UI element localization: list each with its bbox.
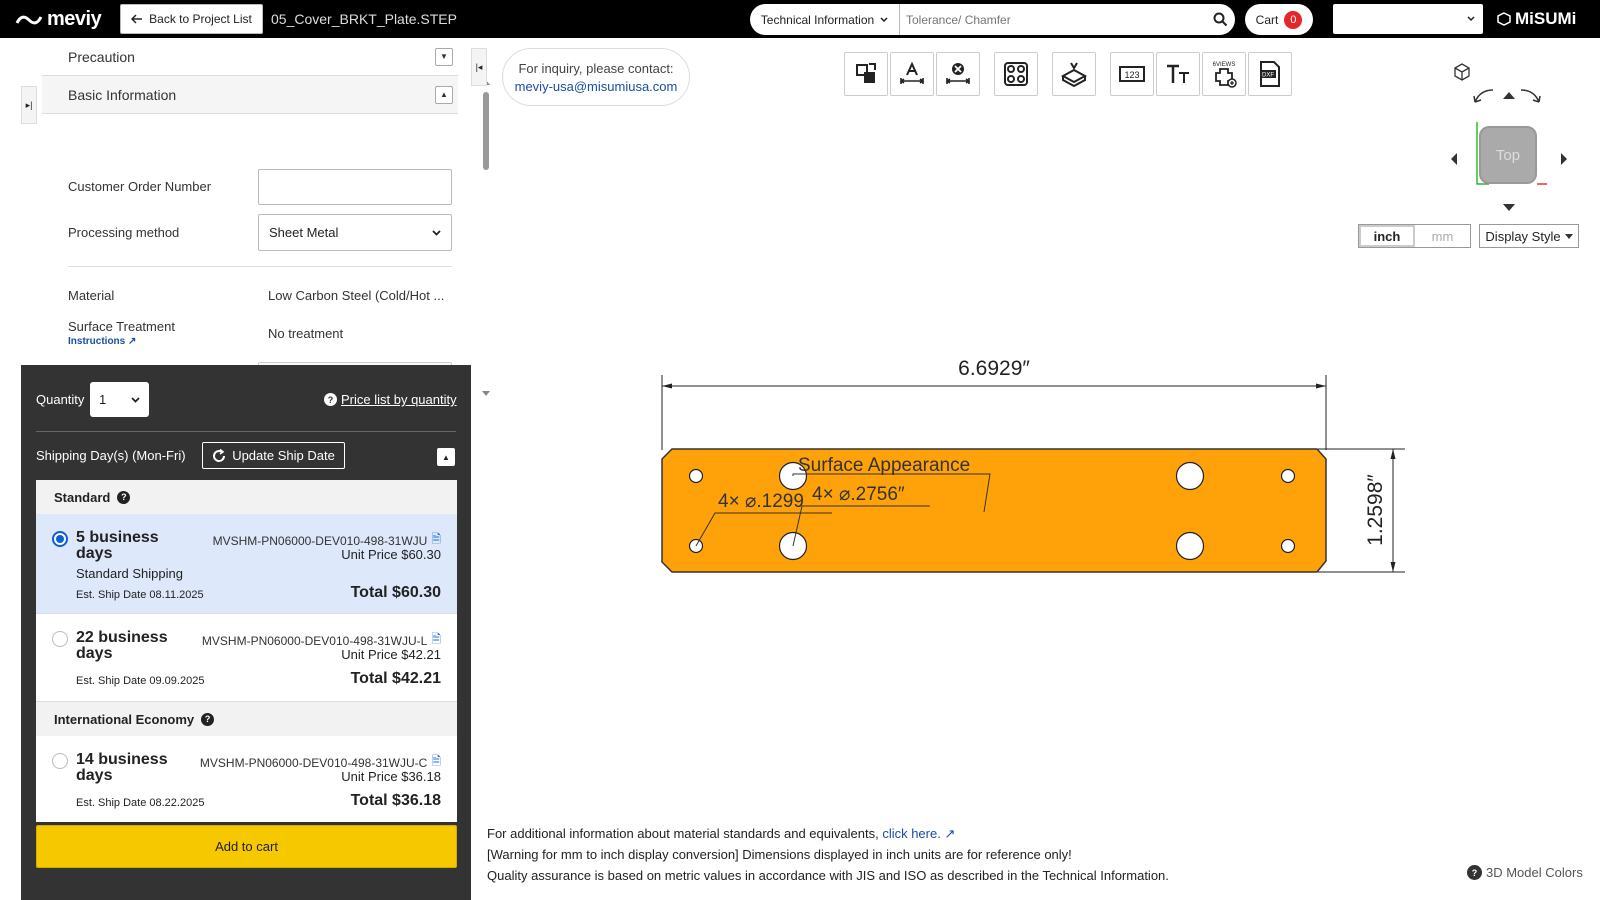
- cart-count-badge: 0: [1284, 11, 1302, 29]
- contact-box: [502, 48, 690, 106]
- holes-icon: [1003, 61, 1029, 87]
- process-view-tool[interactable]: [1052, 52, 1096, 96]
- standard-group-header: [36, 480, 457, 514]
- dxf-export-tool[interactable]: [1248, 52, 1292, 96]
- six-views-tool[interactable]: [1202, 52, 1246, 96]
- external-link-icon: ↗: [944, 826, 956, 841]
- large-hole[interactable]: [1177, 533, 1204, 560]
- arrow-up-icon[interactable]: [1503, 92, 1515, 99]
- rotate-left-icon[interactable]: [1474, 90, 1493, 102]
- display-style-select[interactable]: [1479, 224, 1579, 248]
- price-list-link[interactable]: [324, 392, 457, 407]
- help-icon: ?: [324, 393, 337, 406]
- help-icon: ?: [1467, 865, 1482, 880]
- processing-method-value: Sheet Metal: [269, 225, 339, 240]
- measure-tool[interactable]: [1110, 52, 1154, 96]
- back-to-project-list-button[interactable]: [120, 4, 263, 34]
- divider: [68, 266, 452, 267]
- home-cube-icon[interactable]: [1455, 64, 1469, 80]
- unit-price: Unit Price $36.18: [341, 769, 441, 784]
- reset-view-tool[interactable]: [844, 52, 888, 96]
- cart-label: Cart: [1255, 12, 1279, 27]
- footer-line-1: [487, 823, 1169, 844]
- external-link-icon: ↗: [125, 336, 137, 347]
- process-view-icon: [1060, 61, 1088, 87]
- precaution-section-header[interactable]: [42, 38, 458, 76]
- surface-appearance-note: Surface Appearance: [798, 455, 971, 476]
- hole-detection-tool[interactable]: [994, 52, 1038, 96]
- total-price: Total $60.30: [350, 584, 441, 601]
- search-icon[interactable]: [1205, 12, 1235, 27]
- file-name: 05_Cover_BRKT_Plate.STEP: [271, 11, 457, 27]
- footer-notes: [487, 823, 1169, 886]
- height-dimension-label: 1.2598″: [1364, 474, 1387, 546]
- collapse-arrow-icon: ▸|: [25, 99, 33, 110]
- est-ship-date: [76, 589, 204, 601]
- processing-method-label: Processing method: [68, 225, 180, 240]
- misumi-logo[interactable]: [1497, 9, 1576, 29]
- arrow-left-icon: [131, 14, 143, 24]
- order-number-label: Customer Order Number: [68, 179, 212, 194]
- dimension-icon: [899, 61, 925, 87]
- document-icon[interactable]: 🗎: [431, 632, 441, 646]
- chevron-down-icon[interactable]: ▼: [435, 48, 453, 66]
- chevron-down-icon: [131, 397, 140, 403]
- text-size-tool[interactable]: [1156, 52, 1200, 96]
- refresh-icon: [212, 449, 226, 463]
- shipping-type: Standard Shipping: [76, 566, 183, 581]
- surface-treatment-label: Surface Treatment: [68, 319, 175, 334]
- help-icon[interactable]: ?: [117, 491, 130, 504]
- collapse-shipping-button[interactable]: [437, 448, 455, 466]
- search-category-label: Technical Information: [760, 12, 875, 27]
- shipping-days-label: Shipping Day(s) (Mon-Fri): [36, 448, 186, 463]
- contact-email-link[interactable]: meviy-usa@misumiusa.com: [514, 79, 678, 94]
- view-cube-top[interactable]: Top: [1479, 126, 1537, 184]
- unit-inch-option[interactable]: inch: [1359, 225, 1415, 247]
- surface-treatment-value: No treatment: [268, 326, 344, 341]
- chevron-down-icon: [880, 17, 888, 23]
- dxf-file-icon: [1257, 60, 1283, 88]
- ship-option-radio[interactable]: [52, 631, 68, 647]
- total-price: Total $36.18: [350, 792, 441, 809]
- ship-date-label: Est. Ship Date: [76, 589, 147, 601]
- footer-line-2: [Warning for mm to inch display conversion] Dimensions displayed in inch units are for reference only!: [487, 847, 1072, 862]
- add-to-cart-button[interactable]: Add to cart: [36, 825, 457, 868]
- ship-days: 22 business days: [76, 629, 168, 662]
- total-price: Total $42.21: [350, 670, 441, 687]
- instructions-link[interactable]: [68, 336, 136, 347]
- part-number-text: MVSHM-PN06000-DEV010-498-31WJU: [212, 533, 428, 548]
- small-hole[interactable]: [690, 470, 703, 483]
- material-label: Material: [68, 288, 115, 303]
- update-ship-date-button[interactable]: [202, 442, 345, 469]
- top-bar: [0, 0, 1600, 38]
- reset-view-icon: [853, 61, 879, 87]
- ship-days: 5 business days: [76, 529, 159, 562]
- part-drawing[interactable]: [650, 350, 1420, 600]
- expand-panel-button[interactable]: [471, 48, 487, 86]
- dimension-tool[interactable]: [890, 52, 934, 96]
- six-views-icon: [1209, 59, 1239, 89]
- caret-down-icon: [1565, 234, 1573, 239]
- meviy-logo-icon: [14, 13, 44, 27]
- unit-price: Unit Price $42.21: [341, 647, 441, 662]
- width-dimension-label: 6.6929″: [958, 357, 1030, 380]
- numbers-label: 123: [1124, 70, 1140, 80]
- large-hole[interactable]: [1177, 463, 1204, 490]
- region-select[interactable]: [1333, 4, 1483, 34]
- ruler-numbers-icon: [1118, 61, 1146, 87]
- quantity-value: 1: [99, 392, 107, 407]
- dxf-label: DXF: [1262, 72, 1274, 79]
- divider: [36, 431, 456, 432]
- large-hole-callout: 4× ⌀.2756″: [812, 484, 905, 505]
- quantity-label: Quantity: [36, 392, 85, 407]
- price-list-text: Price list by quantity: [341, 392, 457, 407]
- ship-option-radio[interactable]: [52, 753, 68, 769]
- cart-button[interactable]: [1245, 4, 1313, 35]
- ship-date-label: Est. Ship Date: [76, 797, 147, 809]
- scroll-thumb[interactable]: [483, 92, 489, 170]
- update-ship-date-label: Update Ship Date: [232, 448, 335, 463]
- chevron-up-icon: ▲: [442, 452, 450, 462]
- material-info-text: For additional information about material standards and equivalents,: [487, 826, 879, 841]
- ship-option-14-days[interactable]: [36, 736, 457, 822]
- ship-date-label: Est. Ship Date: [76, 675, 147, 687]
- collapse-panel-button[interactable]: [21, 86, 37, 124]
- search-box: [750, 4, 1235, 35]
- collapse-arrow-icon: |◂: [475, 61, 483, 72]
- footer-line-3: Quality assurance is based on metric values in accordance with JIS and ISO as described in the Technical Information.: [487, 868, 1169, 883]
- display-style-label: Display Style: [1485, 228, 1561, 244]
- unit-mm-option[interactable]: mm: [1431, 228, 1454, 244]
- ship-date-value: 08.22.2025: [149, 797, 205, 809]
- search-category-select[interactable]: [750, 4, 900, 35]
- ship-date-value: 09.09.2025: [149, 675, 205, 687]
- small-hole[interactable]: [1282, 540, 1295, 553]
- chevron-down-icon: [1467, 16, 1475, 22]
- clear-dimension-icon: [945, 61, 971, 87]
- part-number-text: MVSHM-PN06000-DEV010-498-31WJU-L: [201, 633, 428, 648]
- arrow-left-icon[interactable]: [1451, 153, 1457, 165]
- contact-text: For inquiry, please contact:: [518, 61, 674, 76]
- document-icon[interactable]: 🗎: [431, 532, 441, 546]
- est-ship-date: [76, 675, 204, 687]
- model-colors-label: 3D Model Colors: [1486, 865, 1583, 880]
- document-icon[interactable]: 🗎: [431, 754, 441, 768]
- views-label: 6VIEWS: [1212, 62, 1236, 68]
- shipping-options-list: [36, 480, 457, 822]
- small-hole[interactable]: [1282, 470, 1295, 483]
- text-size-icon: [1165, 61, 1191, 87]
- chevron-up-icon[interactable]: ▲: [435, 86, 453, 104]
- part-number-text: MVSHM-PN06000-DEV010-498-31WJU-C: [199, 755, 428, 770]
- quantity-select[interactable]: [90, 382, 149, 417]
- basic-info-title: Basic Information: [68, 86, 177, 103]
- processing-method-select[interactable]: [258, 214, 452, 251]
- model-colors-link[interactable]: [1467, 865, 1583, 880]
- order-number-input[interactable]: [258, 169, 452, 205]
- chevron-down-icon: [432, 230, 441, 236]
- ship-option-radio[interactable]: [52, 531, 68, 547]
- order-panel: [21, 365, 471, 900]
- misumi-cube-icon: [1497, 12, 1511, 26]
- scrollbar[interactable]: [480, 78, 492, 402]
- clear-dimension-tool[interactable]: [936, 52, 980, 96]
- click-here-text: click here.: [882, 826, 941, 841]
- brand-text: MiSUMi: [1515, 9, 1577, 28]
- ship-days: 14 business days: [76, 751, 168, 784]
- search-input[interactable]: [900, 7, 1205, 33]
- instructions-link-text: Instructions: [68, 336, 126, 347]
- basic-info-section-header[interactable]: [42, 76, 458, 114]
- ship-option-22-days[interactable]: [36, 614, 457, 702]
- help-icon[interactable]: ?: [201, 713, 214, 726]
- ship-date-value: 08.11.2025: [149, 589, 204, 601]
- international-group-title: International Economy: [54, 711, 195, 727]
- click-here-link[interactable]: [882, 826, 955, 841]
- international-group-header: [36, 702, 457, 736]
- back-label: Back to Project List: [149, 12, 252, 26]
- meviy-logo[interactable]: [14, 8, 101, 31]
- arrow-down-icon[interactable]: [1503, 204, 1515, 211]
- rotate-right-icon[interactable]: [1521, 90, 1540, 102]
- small-hole-callout: 4× ⌀.1299: [718, 491, 804, 512]
- unit-toggle[interactable]: [1358, 224, 1471, 248]
- scroll-down-icon[interactable]: [480, 390, 492, 398]
- est-ship-date: [76, 797, 204, 809]
- standard-group-title: Standard: [54, 489, 111, 505]
- arrow-right-icon[interactable]: [1561, 153, 1567, 165]
- logo-text: meviy: [47, 8, 102, 30]
- unit-price: Unit Price $60.30: [341, 547, 441, 562]
- precaution-title: Precaution: [68, 48, 135, 65]
- material-value: Low Carbon Steel (Cold/Hot ...: [268, 288, 445, 303]
- ship-option-5-days[interactable]: [36, 514, 457, 614]
